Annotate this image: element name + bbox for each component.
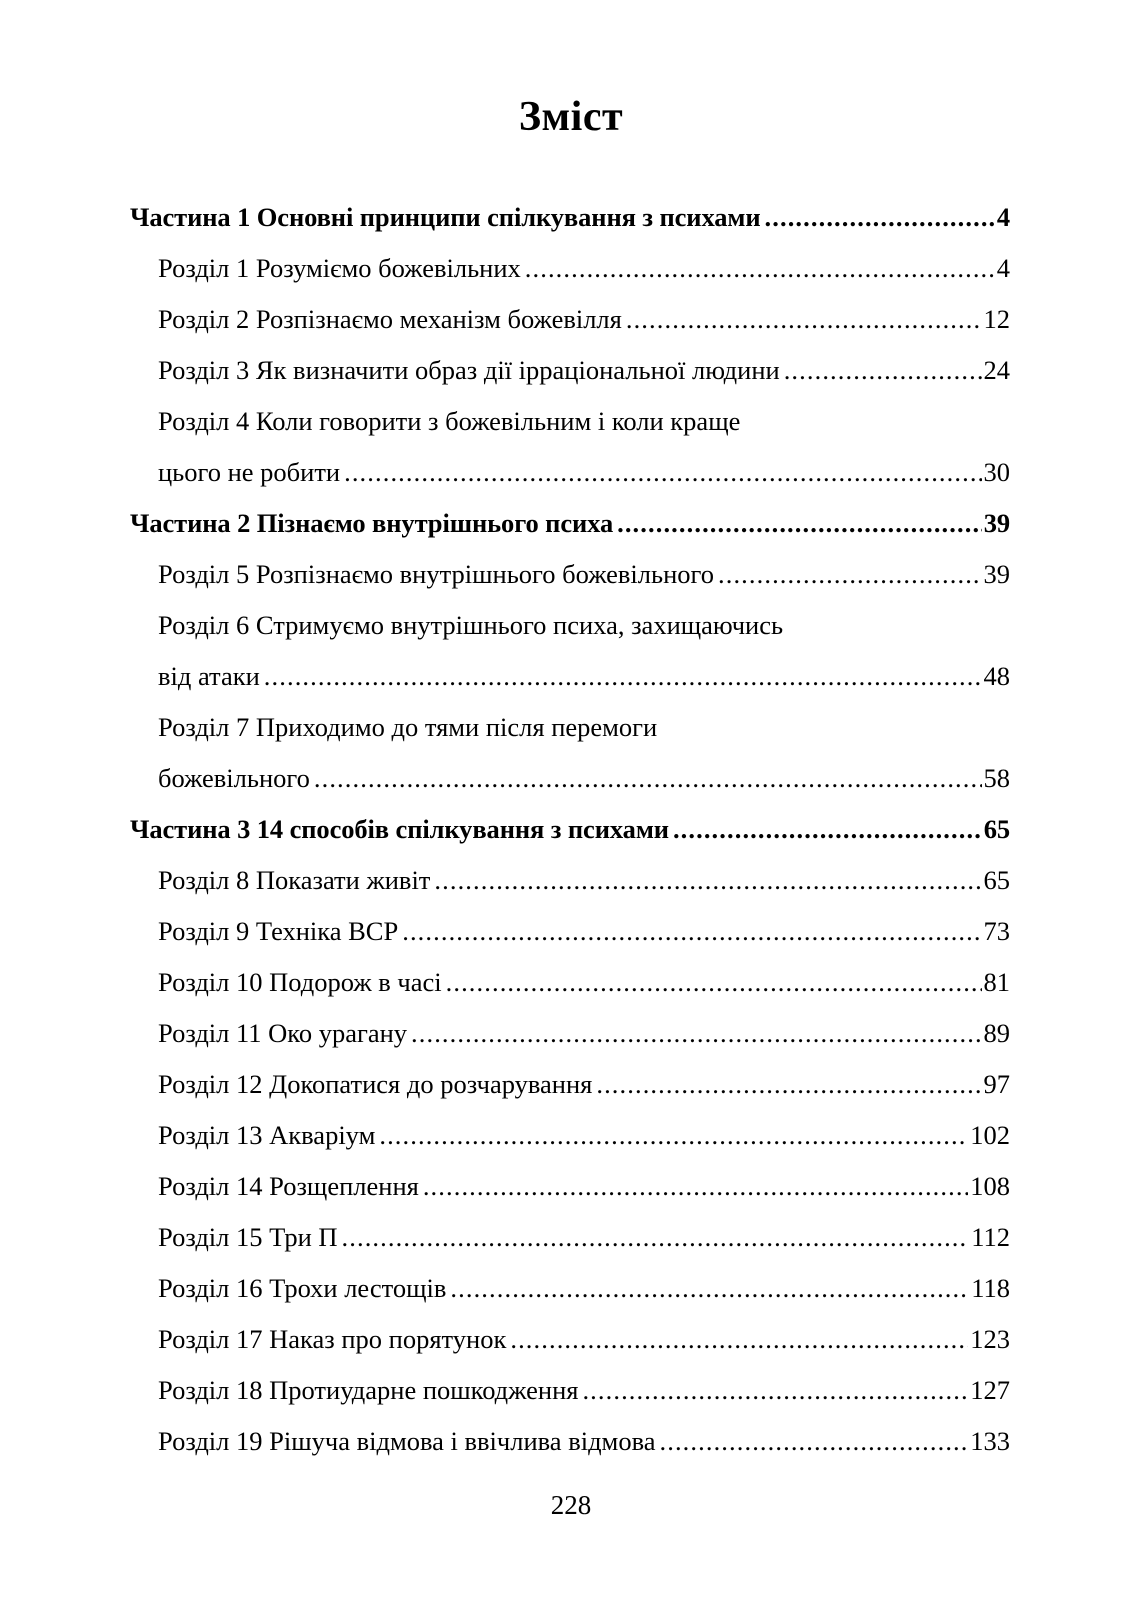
toc-page-number: 123	[970, 1324, 1010, 1354]
toc-entry-title: Розділ 18 Протиударне пошкодження	[158, 1375, 579, 1405]
toc-chapter-entry[interactable]	[130, 549, 1010, 600]
toc-entry-title-line1: Розділ 6 Стримуємо внутрішнього психа, захищаючись	[158, 610, 784, 640]
toc-entry-row	[158, 1263, 1010, 1314]
toc-entry-title: Розділ 13 Акваріум	[158, 1120, 376, 1150]
toc-chapter-entry[interactable]	[130, 600, 1010, 702]
toc-entry-title-line2: від атаки	[158, 661, 260, 691]
toc-page-number: 81	[983, 967, 1010, 997]
page-title: Зміст	[518, 94, 624, 140]
toc-entry-title: Розділ 9 Техніка ВСР	[158, 916, 399, 946]
toc-page-number: 39	[983, 559, 1010, 589]
toc-dot-leader	[411, 1020, 981, 1047]
toc-dot-leader	[342, 1224, 970, 1251]
toc-entry-title: Розділ 10 Подорож в часі	[158, 967, 442, 997]
toc-dot-leader	[617, 510, 982, 537]
toc-chapter-entry[interactable]	[130, 957, 1010, 1008]
toc-dot-leader	[446, 969, 982, 996]
toc-page-number: 48	[983, 661, 1010, 691]
toc-entry-row	[158, 855, 1010, 906]
toc-entry-row	[158, 957, 1010, 1008]
toc-page-number: 24	[983, 355, 1010, 385]
toc-dot-leader	[314, 765, 982, 792]
toc-entry-title: Частина 2 Пізнаємо внутрішнього психа	[130, 508, 614, 538]
toc-chapter-entry[interactable]	[130, 1110, 1010, 1161]
toc-entry-row	[158, 906, 1010, 957]
toc-page-number: 133	[970, 1426, 1010, 1456]
toc-chapter-entry[interactable]	[130, 702, 1010, 804]
toc-page-number: 89	[983, 1018, 1010, 1048]
toc-dot-leader	[423, 1173, 968, 1200]
toc-chapter-entry[interactable]	[130, 243, 1010, 294]
toc-dot-leader	[434, 867, 981, 894]
toc-entry-row	[158, 1416, 1010, 1467]
toc-dot-leader	[450, 1275, 969, 1302]
toc-entry-title: Частина 1 Основні принципи спілкування з психами	[130, 202, 761, 232]
toc-dot-leader	[784, 357, 982, 384]
toc-entry-title: Розділ 14 Розщеплення	[158, 1171, 419, 1201]
toc-dot-leader	[525, 255, 995, 282]
toc-chapter-entry[interactable]	[130, 1212, 1010, 1263]
toc-entry-row	[158, 651, 1010, 702]
toc-entry-row	[158, 549, 1010, 600]
toc-page-number: 30	[983, 457, 1010, 487]
toc-dot-leader	[596, 1071, 981, 1098]
toc-entry-row	[158, 1314, 1010, 1365]
toc-entry-row	[158, 1110, 1010, 1161]
toc-entry-title: Розділ 3 Як визначити образ дії ірраціональної людини	[158, 355, 780, 385]
toc-entry-title: Розділ 8 Показати живіт	[158, 865, 431, 895]
toc-chapter-entry[interactable]	[130, 294, 1010, 345]
toc-entry-row	[130, 192, 1010, 243]
toc-page-number: 108	[970, 1171, 1010, 1201]
toc-page-number: 58	[983, 763, 1010, 793]
toc-dot-leader	[264, 663, 982, 690]
toc-dot-leader	[510, 1326, 968, 1353]
toc-chapter-entry[interactable]	[130, 396, 1010, 498]
toc-page-number: 65	[983, 814, 1010, 844]
toc-part-entry[interactable]	[130, 498, 1010, 549]
toc-page-number: 118	[971, 1273, 1010, 1303]
toc-chapter-entry[interactable]	[130, 1161, 1010, 1212]
toc-entry-title-line1: Розділ 4 Коли говорити з божевільним і коли краще	[158, 406, 741, 436]
toc-chapter-entry[interactable]	[130, 1365, 1010, 1416]
toc-chapter-entry[interactable]	[130, 1416, 1010, 1467]
toc-entry-title: Частина 3 14 способів спілкування з психами	[130, 814, 669, 844]
toc-part-entry[interactable]	[130, 804, 1010, 855]
toc-chapter-entry[interactable]	[130, 855, 1010, 906]
toc-dot-leader	[379, 1122, 968, 1149]
toc-entry-row	[158, 447, 1010, 498]
toc-dot-leader	[660, 1428, 969, 1455]
toc-dot-leader	[718, 561, 982, 588]
toc-entry-row	[158, 1008, 1010, 1059]
toc-chapter-entry[interactable]	[130, 345, 1010, 396]
toc-chapter-entry[interactable]	[130, 1059, 1010, 1110]
toc-dot-leader	[402, 918, 981, 945]
toc-entry-row	[158, 1212, 1010, 1263]
toc-entry-row	[158, 753, 1010, 804]
toc-entry-row	[158, 1059, 1010, 1110]
toc-entry-row	[158, 345, 1010, 396]
toc-dot-leader	[673, 816, 982, 843]
toc-entry-title: Розділ 5 Розпізнаємо внутрішнього божевільного	[158, 559, 714, 589]
toc-dot-leader	[765, 204, 995, 231]
footer-page-number: 228	[550, 1490, 592, 1520]
toc-list	[130, 192, 1010, 1467]
toc-entry-title-line2: божевільного	[158, 763, 310, 793]
toc-chapter-entry[interactable]	[130, 1263, 1010, 1314]
toc-page-number: 12	[983, 304, 1010, 334]
toc-page-number: 39	[983, 508, 1010, 538]
toc-chapter-entry[interactable]	[130, 906, 1010, 957]
toc-entry-title-line1: Розділ 7 Приходимо до тями після перемоги	[158, 712, 658, 742]
toc-entry-title: Розділ 19 Рішуча відмова і ввічлива відмова	[158, 1426, 656, 1456]
toc-entry-row	[158, 1161, 1010, 1212]
toc-entry-title: Розділ 2 Розпізнаємо механізм божевілля	[158, 304, 622, 334]
toc-page-number: 65	[983, 865, 1010, 895]
toc-entry-row	[158, 243, 1010, 294]
toc-page-number: 73	[983, 916, 1010, 946]
toc-entry-title: Розділ 11 Око урагану	[158, 1018, 408, 1048]
toc-entry-title-line2: цього не робити	[158, 457, 341, 487]
toc-dot-leader	[344, 459, 981, 486]
toc-entry-row	[158, 1365, 1010, 1416]
toc-chapter-entry[interactable]	[130, 1314, 1010, 1365]
toc-entry-row	[130, 498, 1010, 549]
toc-entry-row	[158, 294, 1010, 345]
toc-page-number: 97	[983, 1069, 1010, 1099]
toc-page-number: 102	[970, 1120, 1010, 1150]
toc-page-number: 4	[996, 253, 1010, 283]
toc-chapter-entry[interactable]	[130, 1008, 1010, 1059]
toc-entry-title: Розділ 1 Розуміємо божевільних	[158, 253, 521, 283]
toc-entry-title: Розділ 15 Три П	[158, 1222, 338, 1252]
toc-dot-leader	[582, 1377, 968, 1404]
toc-page-number: 4	[996, 202, 1010, 232]
toc-entry-title: Розділ 17 Наказ про порятунок	[158, 1324, 507, 1354]
toc-part-entry[interactable]	[130, 192, 1010, 243]
toc-entry-title: Розділ 12 Докопатися до розчарування	[158, 1069, 593, 1099]
toc-dot-leader	[626, 306, 982, 333]
toc-entry-title: Розділ 16 Трохи лестощів	[158, 1273, 447, 1303]
toc-page-number: 127	[970, 1375, 1010, 1405]
toc-entry-row	[130, 804, 1010, 855]
toc-page-number: 112	[971, 1222, 1010, 1252]
